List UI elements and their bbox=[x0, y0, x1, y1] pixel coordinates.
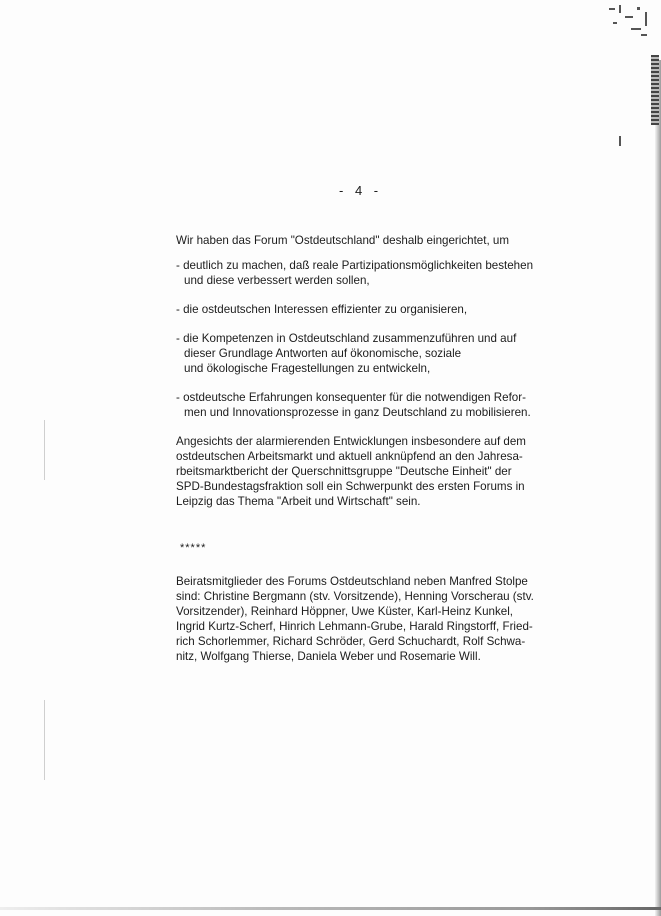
list-item-line: - ostdeutsche Erfahrungen konsequenter für die notwendigen Refor- bbox=[176, 391, 526, 404]
scan-speck bbox=[44, 700, 45, 780]
list-item-line: - deutlich zu machen, daß reale Partizipationsmöglichkeiten bestehen bbox=[176, 259, 534, 272]
paragraph-line: Vorsitzender), Reinhard Höppner, Uwe Küster, Karl-Heinz Kunkel, bbox=[176, 605, 514, 618]
paragraph-line: rbeitsmarktbericht der Querschnittsgruppe "Deutsche Einheit" der bbox=[176, 465, 512, 478]
advisory-board-paragraph bbox=[176, 574, 576, 664]
list-item bbox=[176, 258, 576, 288]
paragraph-line: nitz, Wolfgang Thierse, Daniela Weber und Rosemarie Will. bbox=[176, 650, 481, 663]
list-item bbox=[176, 331, 576, 376]
page-number: - 4 - bbox=[339, 183, 383, 198]
scan-corner-noise bbox=[605, 2, 653, 42]
list-item-line: - die ostdeutschen Interessen effizienter zu organisieren, bbox=[176, 303, 468, 316]
intro-sentence: Wir haben das Forum "Ostdeutschland" deshalb eingerichtet, um bbox=[176, 234, 510, 247]
list-item-line: men und Innovationsprozesse in ganz Deutschland zu mobilisieren. bbox=[184, 406, 531, 419]
goals-list bbox=[176, 258, 576, 420]
scan-edge-mark bbox=[651, 55, 659, 125]
paragraph-line: ostdeutschen Arbeitsmarkt und aktuell anknüpfend an den Jahresa- bbox=[176, 450, 523, 463]
paragraph-line: SPD-Bundestagsfraktion soll ein Schwerpunkt des ersten Forums in bbox=[176, 480, 525, 493]
paragraph-line: Leipzig das Thema "Arbeit und Wirtschaft" sein. bbox=[176, 495, 421, 508]
list-item-line: - die Kompetenzen in Ostdeutschland zusammenzuführen und auf bbox=[176, 332, 517, 345]
paragraph-line: Beiratsmitglieder des Forums Ostdeutschland neben Manfred Stolpe bbox=[176, 575, 528, 588]
paragraph-line: Angesichts der alarmierenden Entwicklungen insbesondere auf dem bbox=[176, 435, 526, 448]
section-separator: ***** bbox=[180, 542, 207, 554]
scan-edge-bottom bbox=[0, 907, 661, 910]
list-item-line: und diese verbessert werden sollen, bbox=[184, 274, 370, 287]
scan-tick-mark bbox=[619, 136, 621, 146]
paragraph-line: rich Schorlemmer, Richard Schröder, Gerd Schuchardt, Rolf Schwa- bbox=[176, 635, 526, 648]
list-item bbox=[176, 302, 576, 317]
forum-topic-paragraph bbox=[176, 434, 576, 509]
document-body bbox=[176, 233, 576, 664]
list-item-line: dieser Grundlage Antworten auf ökonomische, soziale bbox=[184, 347, 462, 360]
list-item-line: und ökologische Fragestellungen zu entwickeln, bbox=[184, 362, 431, 375]
scan-edge-right bbox=[655, 60, 661, 916]
paragraph-line: Ingrid Kurtz-Scherf, Hinrich Lehmann-Grube, Harald Ringstorff, Fried- bbox=[176, 620, 533, 633]
scan-speck bbox=[44, 420, 45, 480]
list-item bbox=[176, 390, 576, 420]
paragraph-line: sind: Christine Bergmann (stv. Vorsitzende), Henning Vorscherau (stv. bbox=[176, 590, 534, 603]
